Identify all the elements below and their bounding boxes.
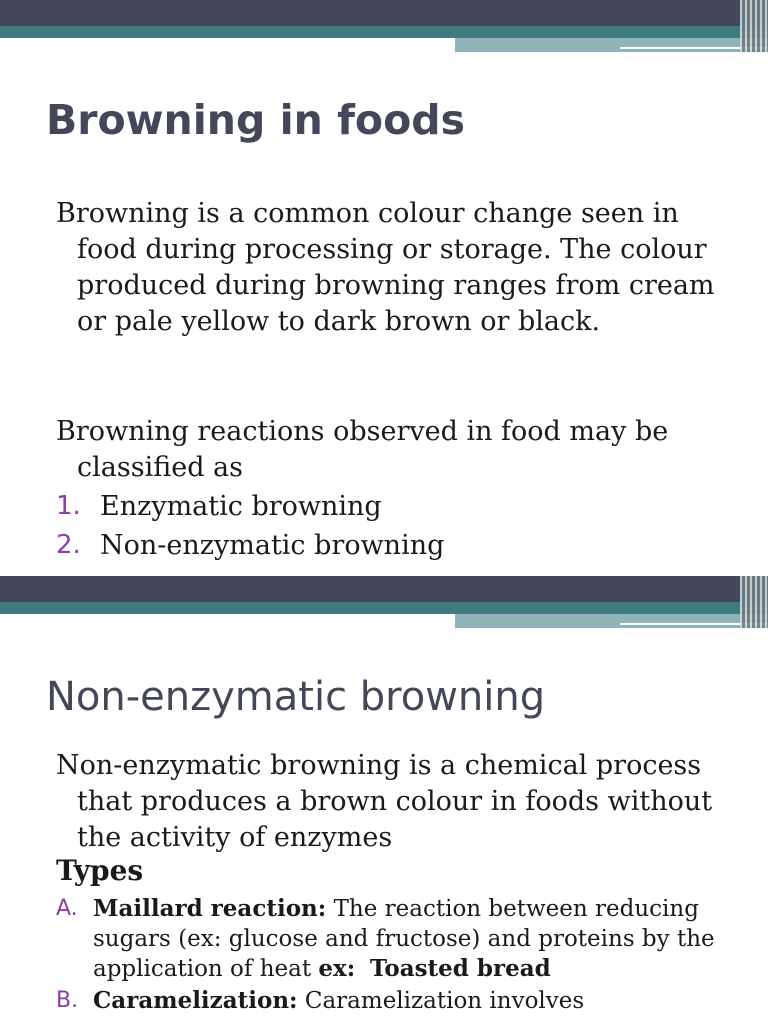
definition-paragraph — [56, 748, 746, 856]
list-number: 1. — [56, 491, 81, 521]
header-bar-teal — [0, 26, 768, 38]
example-text: Toasted bread — [369, 955, 551, 982]
paragraph-text: Non-enzymatic browning is a chemical process that produces a brown colour in foods without the activity of enzymes — [56, 750, 713, 853]
list-letter: B. — [56, 988, 79, 1013]
header-bar-stripes — [740, 576, 768, 628]
types-list — [56, 894, 716, 1018]
term-label: Maillard reaction: — [93, 895, 327, 922]
list-letter: A. — [56, 896, 78, 921]
list-item — [56, 487, 444, 526]
list-item — [56, 526, 444, 565]
list-item-text: Enzymatic browning — [100, 491, 382, 522]
term-description: The reaction between reducing sugars (ex: glucose and fructose) and proteins by the application of heat — [93, 896, 715, 982]
paragraph-text: Browning is a common colour change seen in food during processing or storage. The colour produced during browning ranges from cream or pale yellow to dark brown or black. — [56, 198, 715, 337]
types-heading: Types — [56, 854, 144, 887]
paragraph-text: Browning reactions observed in food may be classified as — [56, 416, 669, 483]
list-item-text: Non-enzymatic browning — [100, 530, 445, 561]
header-bar-dark — [0, 0, 768, 26]
slide-title: Non-enzymatic browning — [46, 674, 546, 720]
list-item-caramelization — [56, 986, 716, 1016]
header-bar-dark — [0, 576, 768, 602]
slide-title: Browning in foods — [46, 96, 466, 144]
term-label: Caramelization: — [93, 987, 298, 1014]
intro-paragraph — [56, 196, 746, 340]
list-item-text — [93, 986, 716, 1016]
header-bar-light — [455, 614, 768, 628]
example-label: ex: — [318, 955, 356, 982]
list-item-maillard — [56, 894, 716, 984]
list-number: 2. — [56, 530, 81, 560]
browning-types-list — [56, 487, 444, 565]
term-description: Caramelization involves — [297, 988, 585, 1014]
header-bar-teal — [0, 602, 768, 614]
slide-non-enzymatic-browning — [0, 576, 768, 1024]
header-bar-light — [455, 38, 768, 52]
header-bar-stripes — [740, 0, 768, 52]
list-item-text — [93, 894, 716, 984]
classification-paragraph — [56, 414, 746, 486]
